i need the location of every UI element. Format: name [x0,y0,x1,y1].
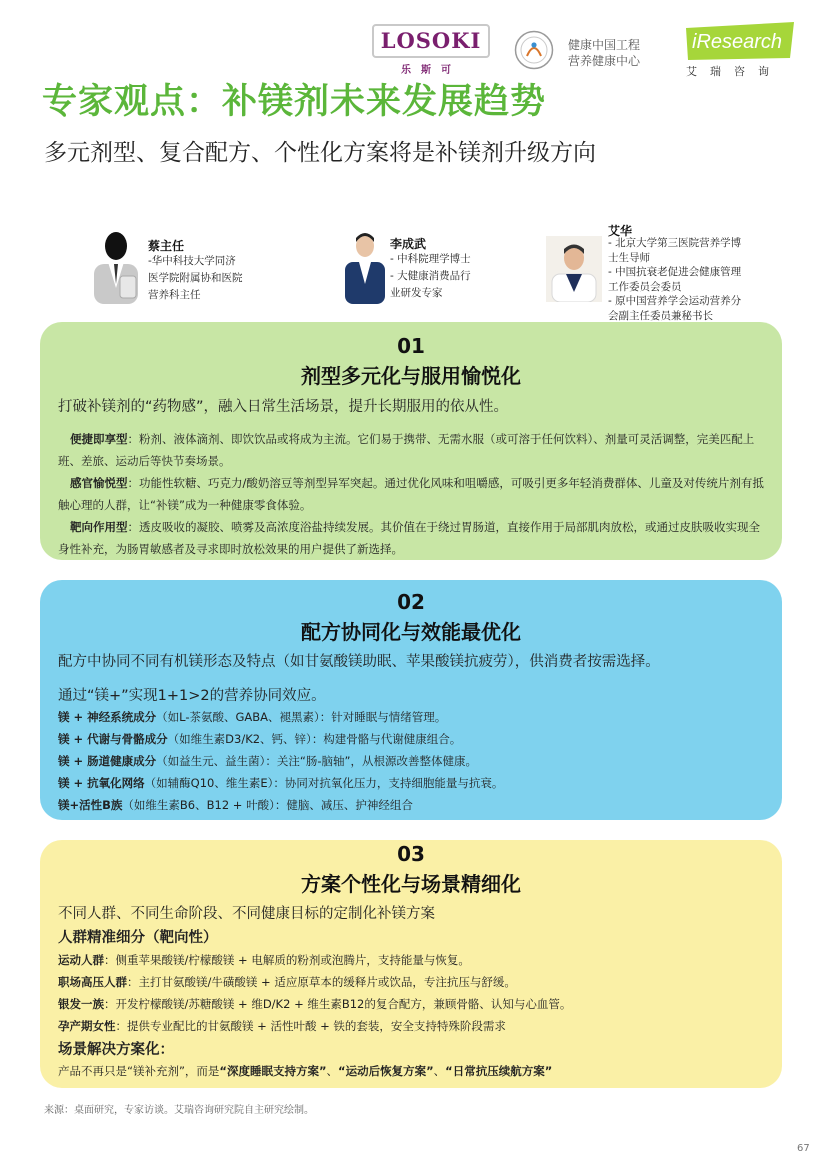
card-item [58,974,516,990]
card-number: 02 [397,590,425,614]
card-intro: 不同人群、不同生命阶段、不同健康目标的定制化补镁方案 [58,906,435,922]
card-item [58,775,503,791]
card-number: 03 [397,842,425,866]
card-item-label: 职场高压人群 [58,975,127,989]
card-item-label: 银发一族 [58,997,104,1011]
expert-silhouette-icon [90,226,142,304]
card-item-label: 感官愉悦型 [70,476,128,490]
card-item-text: ：侧重苹果酸镁/柠檬酸镁 + 电解质的粉剂或泡腾片，支持能量与恢复。 [104,953,470,967]
scene-separator: 、 [433,1064,446,1078]
card-intro: 打破补镁剂的“药物感”，融入日常生活场景，提升长期服用的依从性。 [58,399,509,415]
card-item [58,952,470,968]
iresearch-logo [684,22,796,60]
card-number: 01 [397,334,425,358]
card-item-note: （如益生元、益生菌） [156,754,266,768]
card-item [58,516,770,560]
card-item [58,472,770,516]
card-item-label: 镁 + 神经系统成分 [58,710,157,724]
card-item-note: （如L-茶氨酸、GABA、褪黑素） [156,710,320,724]
card-item-label: 镁 + 肠道健康成分 [58,754,157,768]
scene-plan: “日常抗压续航方案” [445,1064,553,1078]
card-item-text: ：健脑、减压、护神经组合 [274,798,413,812]
card-item-text: ：针对睡眠与情绪管理。 [319,710,447,724]
card-intro-2: 通过“镁+”实现1+1>2的营养协同效应。 [58,688,326,704]
health-china-text [568,37,640,69]
card-item-text: ：协同对抗氧化压力，支持细胞能量与抗衰。 [273,776,504,790]
card-item-text: ：构建骨骼与代谢健康组合。 [311,732,462,746]
losoki-logo: LOSOKI [372,24,490,58]
losoki-logo-subtitle: 乐斯可 [401,65,461,76]
card-item-label: 运动人群 [58,953,104,967]
expert-photo-icon [546,236,602,302]
card-item-text: ：粉剂、液体滴剂、即饮饮品或将成为主流。它们易于携带、无需水服（或可溶于任何饮料）、剂量可灵活调整，完美匹配上班、差旅、运动后等快节奏场景。 [58,432,755,468]
card-item-text: ：功能性软糖、巧克力/酸奶溶豆等剂型异军突起。通过优化风味和咀嚼感，可吸引更多年轻消费群体、儿童及对传统片剂有抵触心理的人群，让“补镁”成为一种健康零食体验。 [58,476,764,512]
source-note: 来源：桌面研究，专家访谈。艾瑞咨询研究院自主研究绘制。 [44,1105,314,1116]
trend-card-02 [40,580,782,820]
card-item-label: 便捷即享型 [70,432,128,446]
card-item [58,996,571,1012]
page-number: 67 [797,1143,810,1154]
card-item [58,428,770,472]
card-heading: 方案个性化与场景精细化 [301,872,521,896]
iresearch-logo-text: iResearch [692,31,783,53]
card-item-note: （如维生素B6、B12 + 叶酸） [122,798,275,812]
card-item-text: ：开发柠檬酸镁/苏糖酸镁 + 维D/K2 + 维生素B12的复合配方，兼顾骨骼、认知与心血管。 [104,997,572,1011]
page-title: 专家观点：补镁剂未来发展趋势 [42,82,547,122]
card-item-label: 镁+活性B族 [58,798,123,812]
card-item [58,753,477,769]
scene-plan: “深度睡眠支持方案” [219,1064,327,1078]
expert-desc-1: -华中科技大学同济 医学院附属协和医院 营养科主任 [148,255,243,301]
card-item-label: 镁 + 抗氧化网络 [58,776,145,790]
card-section-title: 场景解决方案化： [58,1042,174,1058]
expert-desc-3: - 北京大学第三医院营养学博 士生导师 - 中国抗衰老促进会健康管理 工作委员会委员 - 原中国营养学会运动营养分 会副主任委员兼秘书长 [608,237,742,322]
card-item [58,1018,506,1034]
scene-prefix: 产品不再只是“镁补充剂”，而是 [58,1064,220,1078]
card-item [58,797,413,813]
expert-name-2: 李成武 [390,237,427,251]
card-item-text: ：关注“肠-脑轴”，从根源改善整体健康。 [265,754,477,768]
iresearch-subtitle: 艾瑞咨询 [686,65,782,78]
card-item-text: ：透皮吸收的凝胶、喷雾及高浓度浴盐持续发展。其价值在于绕过胃肠道，直接作用于局部肌肉放松，或通过皮肤吸收实现全身性补充，为肠胃敏感者及寻求即时放松效果的用户提供了新选择。 [58,520,760,556]
health-china-line2: 营养健康中心 [568,54,641,68]
trend-card-01 [40,322,782,560]
page-subtitle: 多元剂型、复合配方、个性化方案将是补镁剂升级方向 [44,140,596,166]
card-item-label: 镁 + 代谢与骨骼成分 [58,732,168,746]
card-item [58,709,446,725]
card-item [58,731,461,747]
trend-card-03 [40,840,782,1088]
card-item-label: 靶向作用型 [70,520,128,534]
card-item-note: （如辅酶Q10、维生素E） [144,776,274,790]
card-item-text: ：主打甘氨酸镁/牛磺酸镁 + 适应原草本的缓释片或饮品，专注抗压与舒缓。 [127,975,516,989]
health-china-line1: 健康中国工程 [568,38,641,52]
card-heading: 配方协同化与效能最优化 [301,620,521,644]
expert-name-3: 艾华 [608,224,633,238]
expert-name-1: 蔡主任 [148,239,185,253]
card-item-text: ：提供专业配比的甘氨酸镁 + 活性叶酸 + 铁的套装，安全支持特殊阶段需求 [115,1019,506,1033]
card-scene-line [58,1063,552,1079]
expert-photo-icon [345,228,385,304]
health-china-seal-icon [514,30,554,70]
card-item-note: （如维生素D3/K2、钙、锌） [167,732,312,746]
card-section-title: 人群精准细分（靶向性） [58,930,218,946]
card-item-label: 孕产期女性 [58,1019,116,1033]
expert-desc-2: - 中科院理学博士 - 大健康消费品行 业研发专家 [390,253,471,299]
card-heading: 剂型多元化与服用愉悦化 [301,364,521,388]
card-intro: 配方中协同不同有机镁形态及特点（如甘氨酸镁助眠、苹果酸镁抗疲劳），供消费者按需选择。 [58,654,660,670]
scene-plan: “运动后恢复方案” [338,1064,434,1078]
scene-separator: 、 [326,1064,339,1078]
